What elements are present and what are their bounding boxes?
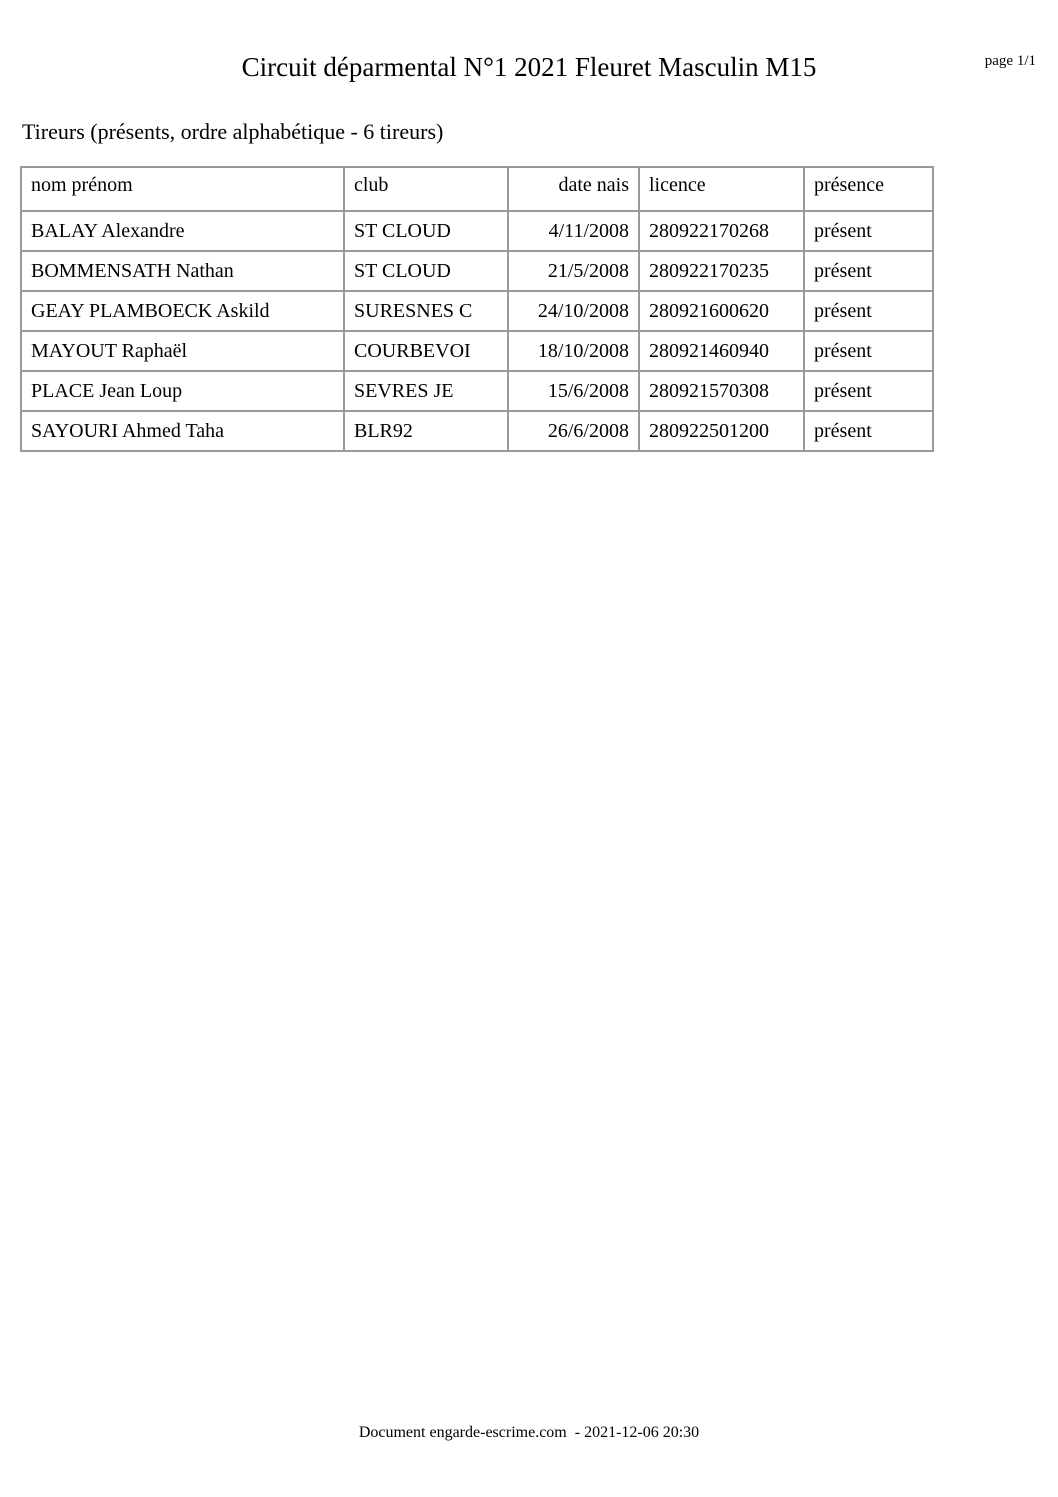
- cell-name: MAYOUT Raphaël: [22, 332, 345, 372]
- cell-presence: présent: [805, 292, 934, 332]
- table-row: [22, 332, 934, 372]
- section-title: Tireurs (présents, ordre alphabétique - 6 tireurs): [22, 119, 444, 144]
- cell-presence: présent: [805, 372, 934, 412]
- table-row: [22, 292, 934, 332]
- cell-licence: 280922170268: [640, 212, 805, 252]
- cell-licence: 280921600620: [640, 292, 805, 332]
- table-row: [22, 212, 934, 252]
- cell-licence: 280922170235: [640, 252, 805, 292]
- page-title: Circuit déparmental N°1 2021 Fleuret Masculin M15: [241, 52, 817, 82]
- cell-presence: présent: [805, 332, 934, 372]
- cell-club: ST CLOUD: [345, 212, 509, 252]
- cell-presence: présent: [805, 412, 934, 452]
- entrants-table: [20, 166, 934, 452]
- column-header-club: club: [345, 168, 509, 212]
- cell-licence: 280922501200: [640, 412, 805, 452]
- table-row: [22, 412, 934, 452]
- cell-club: BLR92: [345, 412, 509, 452]
- cell-birthdate: 24/10/2008: [509, 292, 640, 332]
- table-header-row: [22, 168, 934, 212]
- cell-licence: 280921570308: [640, 372, 805, 412]
- cell-name: BALAY Alexandre: [22, 212, 345, 252]
- cell-birthdate: 4/11/2008: [509, 212, 640, 252]
- column-header-name: nom prénom: [22, 168, 345, 212]
- cell-club: COURBEVOI: [345, 332, 509, 372]
- cell-name: GEAY PLAMBOECK Askild: [22, 292, 345, 332]
- cell-birthdate: 21/5/2008: [509, 252, 640, 292]
- cell-club: SURESNES C: [345, 292, 509, 332]
- column-header-birthdate: date nais: [509, 168, 640, 212]
- cell-presence: présent: [805, 252, 934, 292]
- table-row: [22, 372, 934, 412]
- cell-name: SAYOURI Ahmed Taha: [22, 412, 345, 452]
- cell-licence: 280921460940: [640, 332, 805, 372]
- table-row: [22, 252, 934, 292]
- footer-note: Document engarde-escrime.com - 2021-12-06 20:30: [358, 1424, 700, 1441]
- column-header-licence: licence: [640, 168, 805, 212]
- cell-birthdate: 18/10/2008: [509, 332, 640, 372]
- cell-name: PLACE Jean Loup: [22, 372, 345, 412]
- column-header-presence: présence: [805, 168, 934, 212]
- cell-birthdate: 26/6/2008: [509, 412, 640, 452]
- page-number: page 1/1: [984, 53, 1036, 69]
- cell-club: SEVRES JE: [345, 372, 509, 412]
- cell-club: ST CLOUD: [345, 252, 509, 292]
- cell-presence: présent: [805, 212, 934, 252]
- cell-birthdate: 15/6/2008: [509, 372, 640, 412]
- cell-name: BOMMENSATH Nathan: [22, 252, 345, 292]
